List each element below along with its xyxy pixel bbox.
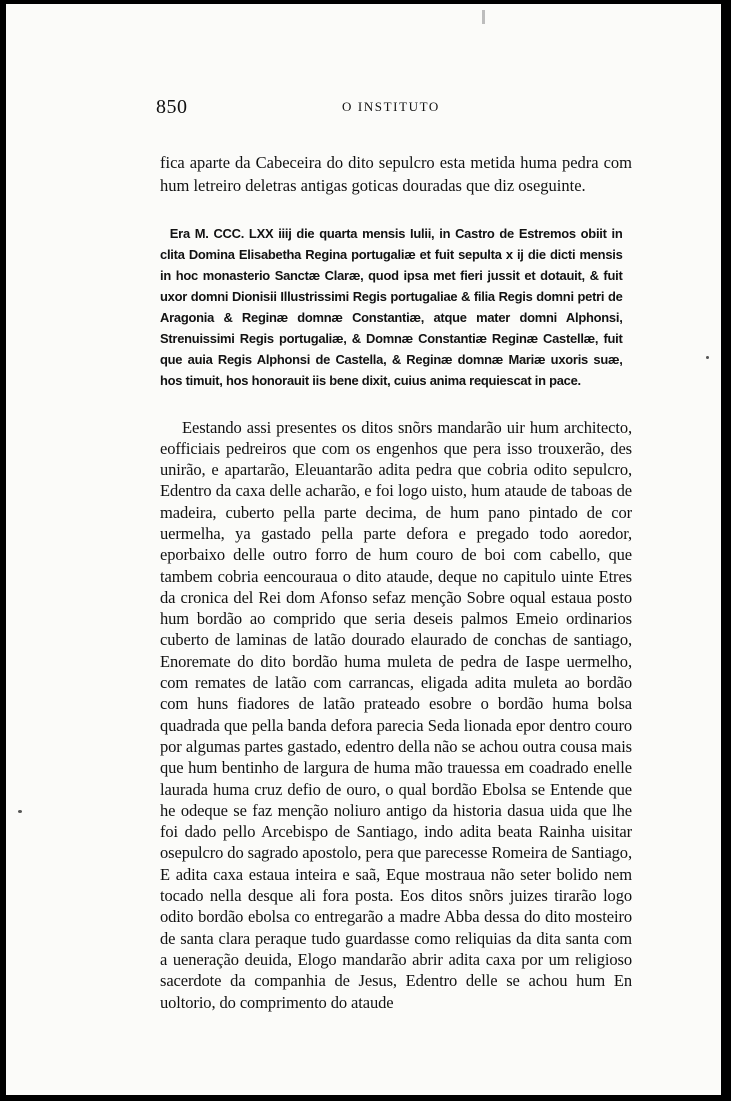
page-header bbox=[156, 96, 626, 120]
book-page bbox=[6, 4, 721, 1095]
page-number: 850 bbox=[156, 96, 188, 118]
page-fold-mark bbox=[482, 10, 485, 24]
paper-speck bbox=[18, 810, 22, 813]
paper-speck bbox=[706, 356, 709, 359]
opening-paragraph: fica aparte da Cabeceira do dito sepulcro esta metida huma pedra com hum letreiro deletras antigas goticas douradas que diz oseguinte. bbox=[160, 152, 632, 195]
narrative-paragraph: Eestando assi presentes os ditos snõrs mandarão uir hum architecto, eofficiais pedreiros que com os engenhos que pera isso trouxerão, des unirão, e apartarão, Eleuantarão adita pedra que cobria odito sepulcro, Edentro da caxa delle acharão, e foi logo uisto, hum ataude de taboas de madeira, cuberto pella parte decima, de hum pano pintado de cor uermelha, ya gastado pella parte defora e pregado todo aoredor, eporbaixo delle outro forro de hum couro de boi com cabello, que tambem cobria eencouraua o dito ataude, deque no capitulo uinte Etres da cronica del Rei dom Afonso sefaz menção Sobre oqual estaua posto hum bordão ao comprido que seria deseis palmos Emeio ordinarios cuberto de laminas de latão dourado elaurado de conchas de santiago, Enoremate do dito bordão huma muleta de pedra de Iaspe uermelho, com remates de latão com carrancas, eligada adita muleta ao bordão com huns fiadores de latão prateado esobre o bordão huma bolsa quadrada que pella banda defora parecia Seda lionada epor dentro couro por algumas partes gastado, edentro della não se achou outra cousa mais que hum bentinho de largura de huma mão trauessa em coadrado enelle laurada huma cruz defio de ouro, o qual bordão Ebolsa se Entende que he odeque se faz menção noliuro antigo da historia dasua uida que lhe foi dado pello Arcebispo de Santiago, indo adita beata Rainha uisitar osepulcro do sagrado apostolo, pera que parecesse Romeira de Santiago, E adita caxa estaua inteira e saã, Eque mostraua não seter bolido nem tocado nella desque ali fora posta. Eos ditos snõrs juizes tirarão logo odito bordão ebolsa co entregarão a madre Abba dessa do dito mosteiro de santa clara peraque tudo guardasse como reliquias da dita santa com a ueneração deuida, Elogo mandarão abrir adita caxa por um religioso sacerdote da companhia de Jesus, Edentro delle se achou hum En uoltorio, do comprimento do ataude bbox=[160, 417, 632, 1012]
running-title: O INSTITUTO bbox=[342, 99, 440, 114]
latin-inscription-paragraph: Era M. CCC. LXX iiij die quarta mensis Iulii, in Castro de Estremos obiit in clita Domina Elisabetha Regina portugaliæ et fuit sepulta x ij die dicti mensis in hoc monasterio Sanctæ Claræ, quod ipsa met fieri jussit et dotauit, & fuit uxor domni Dionisii Illustrissimi Regis portugaliae & filia Regis domni petri de Aragonia & Reginæ domnæ Constantiæ, atque mater domni Alphonsi, Strenuissimi Regis portugaliæ, & Domnæ Constantiæ Reginæ Castellæ, fuit que auia Regis Alphonsi de Castella, & Reginæ domnæ Mariæ uxoris suæ, hos timuit, hos honorauit iis bene dixit, cuius anima requiescat in pace. bbox=[160, 226, 623, 389]
